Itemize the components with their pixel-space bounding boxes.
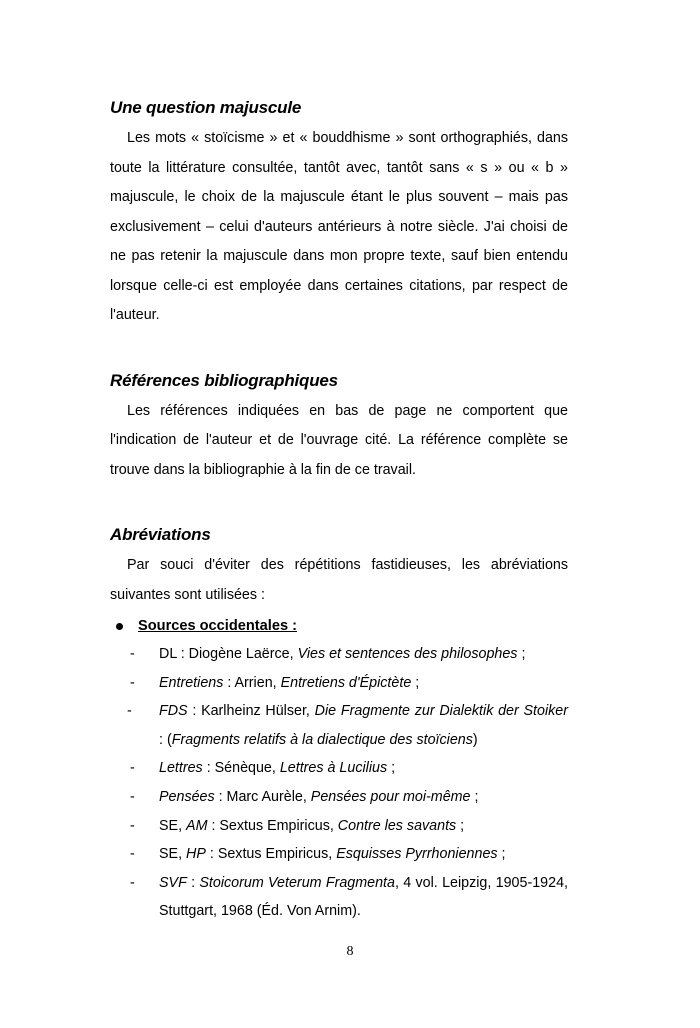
work-title: Vies et sentences des philosophes <box>297 646 518 662</box>
dash-marker: - <box>130 646 135 662</box>
bullet-icon <box>116 623 123 630</box>
abbrev: SE, <box>159 817 187 834</box>
section-title: Références bibliographiques <box>110 370 338 390</box>
section-abbreviations <box>110 523 568 926</box>
dash-marker: - <box>130 788 135 805</box>
abbreviation-item <box>110 640 568 669</box>
page-content <box>110 96 568 926</box>
bullet-heading-text: Sources occidentales : <box>138 618 297 634</box>
author: : Karlheinz Hülser, <box>187 703 315 720</box>
punct: ; <box>411 674 420 691</box>
abbrev: FDS <box>159 703 188 720</box>
work-title: Entretiens d'Épictète <box>280 674 412 691</box>
punct: ) <box>472 731 478 748</box>
work-translation: Fragments relatifs à la dialectique des stoïciens <box>171 731 473 748</box>
dash-marker: - <box>130 674 135 691</box>
punct: ; <box>387 760 396 777</box>
punct: , 4 vol. Leipzig, 1905-1924, Stuttgart, 1968 (Éd. Von Arnim). <box>159 874 569 920</box>
author: : Marc Aurèle, <box>214 788 311 805</box>
abbreviation-item <box>110 697 568 754</box>
abbreviation-item <box>110 669 568 698</box>
abbreviation-item <box>110 783 568 812</box>
author: : Sénèque, <box>202 760 280 777</box>
abbrev: DL <box>159 646 177 662</box>
punct: ; <box>456 817 465 834</box>
dash-marker: - <box>127 703 132 720</box>
section-paragraph: Les mots « stoïcisme » et « bouddhisme » sont orthographiés, dans toute la littérature consultée, tantôt avec, tantôt sans « s » ou « b » majuscule, le choix de la majuscule étant le plus souvent – mais pas exclusivement – celui d'auteurs antérieurs à notre siècle. J'ai choisi de ne pas retenir la majuscule dans mon propre texte, sauf bien entendu lorsque celle-ci est employée dans certaines citations, par respect de l'auteur. <box>110 130 568 323</box>
abbrev: Entretiens <box>159 674 224 691</box>
author: : Sextus Empiricus, <box>207 817 338 834</box>
page-number: 8 <box>346 944 354 959</box>
work-title: Lettres à Lucilius <box>279 760 388 777</box>
section-title: Abréviations <box>110 525 211 544</box>
abbrev: SVF <box>159 874 187 891</box>
work-title: Die Fragmente zur Dialektik der Stoiker <box>314 703 568 720</box>
author: : Arrien, <box>223 674 281 691</box>
punct: ; <box>517 646 526 662</box>
punct: ; <box>470 788 479 805</box>
section-paragraph: Les références indiquées en bas de page ne comportent que l'indication de l'auteur et de l'ouvrage cité. La référence complète se trouve dans la bibliographie à la fin de ce travail. <box>110 402 568 478</box>
work-title: Stoicorum Veterum Fragmenta <box>199 874 395 891</box>
abbrev: Lettres <box>159 760 203 777</box>
punct: ; <box>497 846 506 863</box>
abbrev: SE, <box>159 846 187 863</box>
dash-marker: - <box>130 846 135 863</box>
dash-marker: - <box>130 760 135 777</box>
work-title: Pensées pour moi-même <box>310 788 471 805</box>
author: : Sextus Empiricus, <box>205 846 337 863</box>
work-title: Contre les savants <box>337 817 457 834</box>
section-paragraph: Par souci d'éviter des répétitions fastidieuses, les abréviations suivantes sont utilisées : <box>110 557 568 603</box>
abbreviation-item <box>110 840 568 869</box>
section-references <box>110 369 568 486</box>
abbrev-sub: HP <box>186 846 206 863</box>
author: : Diogène Laërce, <box>176 646 298 662</box>
abbreviation-list <box>110 640 568 926</box>
abbrev-sub: AM <box>186 817 208 834</box>
abbreviation-item <box>110 754 568 783</box>
dash-marker: - <box>130 817 135 834</box>
author: : <box>186 874 200 891</box>
section-title: Une question majuscule <box>110 98 302 117</box>
bullet-heading <box>116 612 568 640</box>
work-title: Esquisses Pyrrhoniennes <box>336 846 498 863</box>
punct: : ( <box>159 731 172 748</box>
section-majuscule <box>110 96 568 331</box>
abbreviation-item <box>110 812 568 841</box>
abbrev: Pensées <box>159 788 215 805</box>
dash-marker: - <box>130 874 135 891</box>
abbreviation-item <box>110 869 568 926</box>
